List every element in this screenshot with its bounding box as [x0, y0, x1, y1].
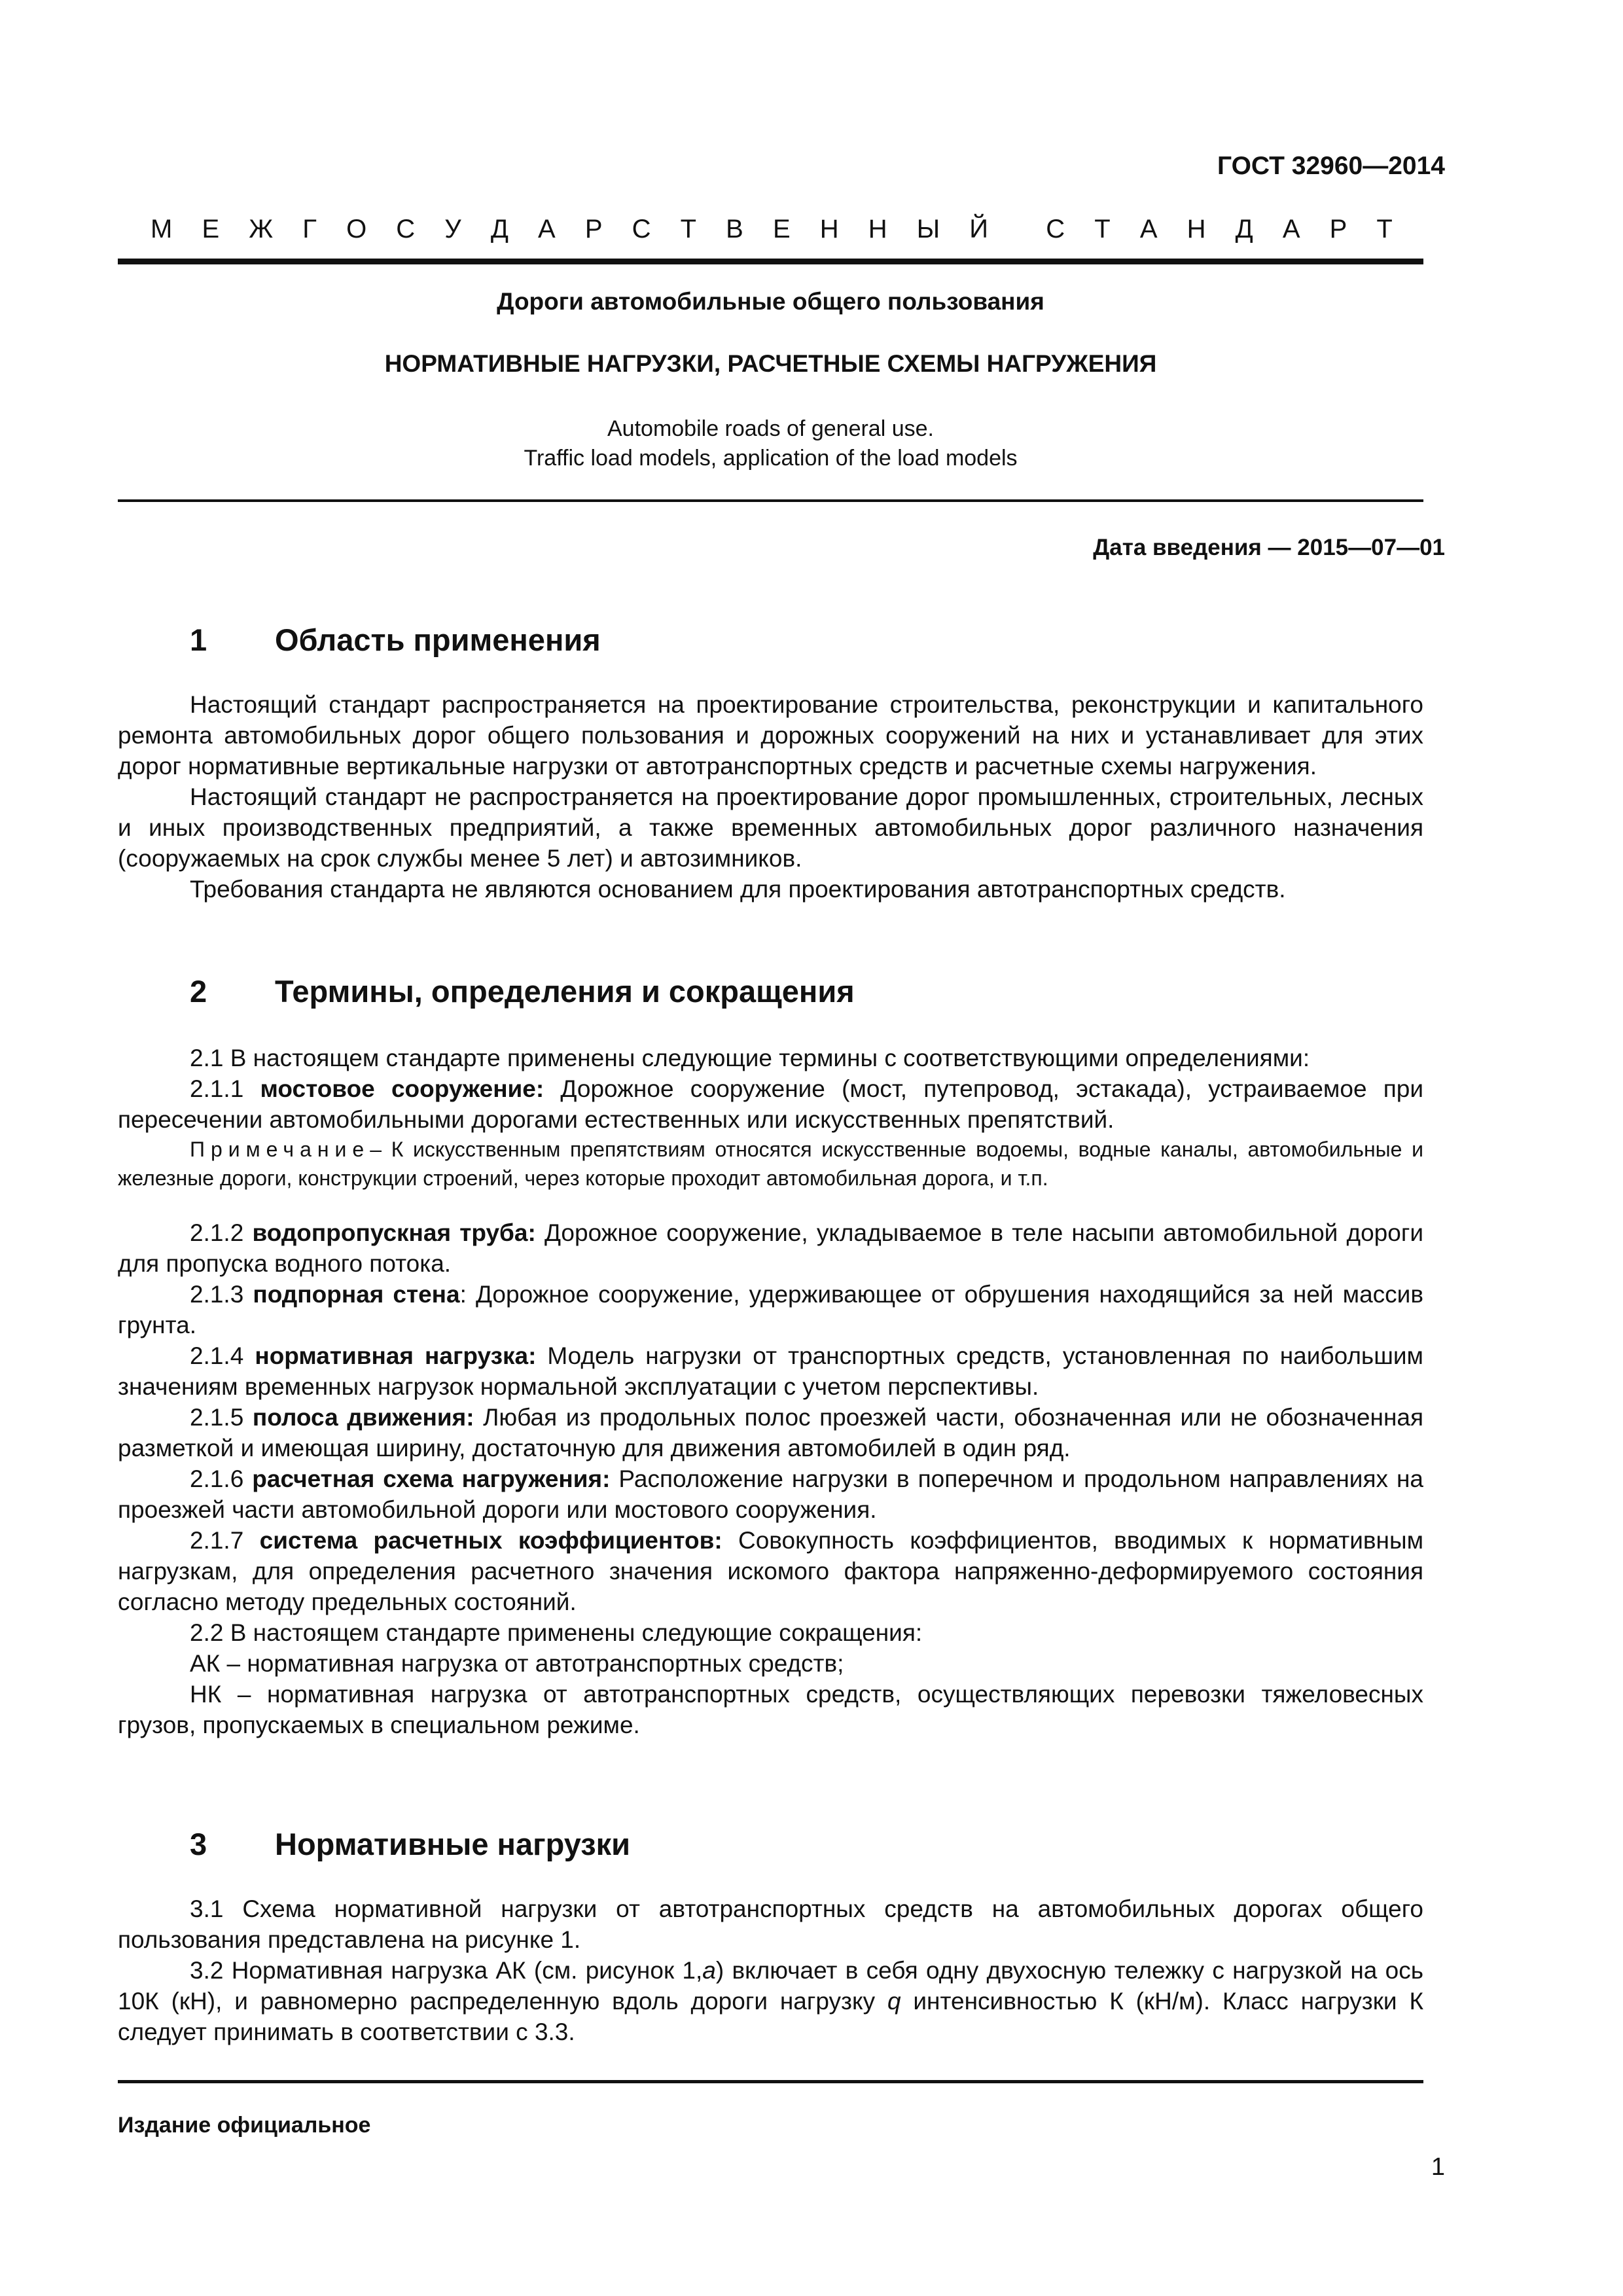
heading-letter: Д — [1235, 215, 1255, 243]
text-run: интенсивностью К (кН/м). Класс нагрузки К следует принимать в соответствии с 3.3. — [118, 1988, 1423, 2045]
term-number: 2.1.1 — [190, 1075, 260, 1102]
term-definition: Дорожное сооружение, укладываемое в теле насыпи автомобильной дороги для пропуска водного потока. — [118, 1219, 1423, 1277]
term-2-1-2 — [118, 1217, 1423, 1279]
standard-type-heading — [151, 215, 1394, 244]
heading-letter: Н — [1186, 215, 1207, 243]
document-title-main: НОРМАТИВНЫЕ НАГРУЗКИ, РАСЧЕТНЫЕ СХЕМЫ НАГРУЖЕНИЯ — [384, 350, 1157, 377]
section-1-heading — [190, 622, 601, 658]
term-number: 2.1.5 — [190, 1404, 253, 1431]
term-number: 2.1.6 — [190, 1465, 253, 1492]
heading-letter: Н — [868, 215, 889, 243]
term: нормативная нагрузка: — [255, 1342, 537, 1369]
note — [118, 1135, 1423, 1193]
note-text: – К искусственным препятствиям относятся искусственные водоемы, водные каналы, автомобильные и железные дороги, конструкции строений, через которые проходит автомобильная дорога, и т.п. — [118, 1138, 1423, 1190]
heading-letter: Т — [1376, 215, 1394, 243]
footer-rule — [118, 2080, 1423, 2083]
section-2-body — [118, 1043, 1423, 1740]
term-number: 2.1.3 — [190, 1281, 253, 1308]
heading-letter: О — [346, 215, 368, 243]
text-run: q — [887, 1988, 901, 2015]
section-3-body — [118, 1893, 1423, 2047]
term-definition: Совокупность коэффициентов, вводимых к нормативным нагрузкам, для определения расчетного значения искомого фактора напряженно-деформируемого состояния согласно методу предельных состояний. — [118, 1527, 1424, 1615]
edition-label: Издание официальное — [118, 2113, 371, 2138]
title-rule — [118, 499, 1423, 502]
term-definition: : Дорожное сооружение, удерживающее от обрушения находящийся за ней массив грунта. — [118, 1281, 1423, 1338]
term-definition: Любая из продольных полос проезжей части, обозначенная или не обозначенная разметкой и имеющая ширину, достаточную для движения автомобилей в один ряд. — [118, 1404, 1423, 1462]
term-2-1-4 — [118, 1340, 1423, 1402]
section-title: Термины, определения и сокращения — [275, 974, 855, 1009]
section-number: 3 — [190, 1827, 207, 1861]
page-number: 1 — [1431, 2153, 1445, 2181]
english-title-line-2: Traffic load models, application of the load models — [524, 446, 1018, 471]
standard-designation: ГОСТ 32960—2014 — [1217, 152, 1445, 180]
term: подпорная стена — [253, 1281, 460, 1308]
header-rule — [118, 259, 1423, 264]
paragraph: Настоящий стандарт распространяется на проектирование строительства, реконструкции и капитального ремонта автомобильных дорог общего пользования и дорожных сооружений на них и устанавливает для этих дорог нормативные вертикальные нагрузки от автотранспортных средств и расчетные схемы нагружения. — [118, 691, 1423, 780]
heading-letter: Г — [302, 215, 318, 243]
heading-letter: А — [1139, 215, 1159, 243]
heading-letter: А — [538, 215, 557, 243]
term-definition: Дорожное сооружение (мост, путепровод, эстакада), устраиваемое при пересечении автомобильными дорогами естественных или искусственных препятствий. — [118, 1075, 1424, 1133]
heading-letter: Ы — [916, 215, 942, 243]
heading-letter: Н — [819, 215, 840, 243]
heading-letter: Т — [680, 215, 698, 243]
heading-letter: С — [1046, 215, 1067, 243]
term-2-1-5 — [118, 1402, 1423, 1463]
section-2-heading — [190, 973, 855, 1009]
document-title-general: Дороги автомобильные общего пользования — [497, 288, 1044, 315]
heading-letter: С — [396, 215, 417, 243]
abbreviation-ak: АК – нормативная нагрузка от автотранспортных средств; — [190, 1650, 844, 1677]
text-run: а — [702, 1957, 716, 1984]
term-number: 2.1.7 — [190, 1527, 260, 1554]
section-number: 1 — [190, 622, 207, 657]
term-definition: Расположение нагрузки в поперечном и продольном направлениях на проезжей части автомобильной дороги или мостового сооружения. — [118, 1465, 1423, 1523]
section-3-heading — [190, 1826, 630, 1862]
paragraph: Настоящий стандарт не распространяется на проектирование дорог промышленных, строительных, лесных и иных производственных предприятий, а также временных автомобильных дорог различного назначения (сооружаемых на срок службы менее 5 лет) и автозимников. — [118, 783, 1423, 872]
term: расчетная схема нагружения: — [252, 1465, 611, 1492]
heading-letter: Р — [584, 215, 604, 243]
abbreviation-nk: НК – нормативная нагрузка от автотранспортных средств, осуществляющих перевозки тяжеловесных грузов, пропускаемых в специальном режиме. — [118, 1681, 1423, 1738]
term: водопропускная труба: — [252, 1219, 536, 1246]
term-2-1-1 — [118, 1073, 1423, 1135]
heading-letter: Т — [1094, 215, 1112, 243]
term: полоса движения: — [252, 1404, 474, 1431]
paragraph: 3.1 Схема нормативной нагрузки от автотранспортных средств на автомобильных дорогах общего пользования представлена на рисунке 1. — [118, 1895, 1423, 1953]
heading-letter: Д — [490, 215, 510, 243]
term-2-1-7 — [118, 1525, 1423, 1617]
term-2-1-3 — [118, 1279, 1423, 1340]
paragraph — [118, 1955, 1423, 2047]
term-number: 2.1.2 — [190, 1219, 253, 1246]
paragraph: 2.2 В настоящем стандарте применены следующие сокращения: — [190, 1619, 923, 1646]
text-run: 3.2 Нормативная нагрузка АК (см. рисунок 1, — [190, 1957, 703, 1984]
paragraph: 2.1 В настоящем стандарте применены следующие термины с соответствующими определениями: — [190, 1045, 1310, 1071]
paragraph: Требования стандарта не являются основанием для проектирования автотранспортных средств. — [190, 876, 1286, 903]
heading-letter: Е — [202, 215, 221, 243]
heading-letter: Ж — [249, 215, 275, 243]
term: система расчетных коэффициентов: — [259, 1527, 722, 1554]
section-number: 2 — [190, 974, 207, 1009]
heading-letter: М — [151, 215, 174, 243]
heading-letter: Й — [969, 215, 990, 243]
heading-letter: В — [726, 215, 745, 243]
heading-letter: Е — [772, 215, 792, 243]
heading-letter: У — [444, 215, 463, 243]
section-title: Область применения — [275, 622, 601, 657]
term-number: 2.1.4 — [190, 1342, 255, 1369]
heading-letter: Р — [1329, 215, 1349, 243]
introduction-date: Дата введения — 2015—07—01 — [1093, 535, 1445, 560]
term: мостовое сооружение: — [260, 1075, 544, 1102]
text-run: ) включает в себя одну двухосную тележку с нагрузкой на ось 10К (кН), и равномерно распределенную вдоль дороги нагрузку — [118, 1957, 1424, 2015]
section-title: Нормативные нагрузки — [275, 1827, 631, 1861]
heading-letter: С — [632, 215, 652, 243]
document-title-english — [118, 414, 1423, 473]
term-definition: Модель нагрузки от транспортных средств, установленная по наибольшим значениям временных нагрузок нормальной эксплуатации с учетом перспективы. — [118, 1342, 1423, 1400]
english-title-line-1: Automobile roads of general use. — [607, 416, 934, 441]
term-2-1-6 — [118, 1463, 1423, 1525]
note-label: Примечание — [190, 1138, 370, 1161]
section-1-body — [118, 689, 1423, 905]
heading-letter: А — [1282, 215, 1302, 243]
